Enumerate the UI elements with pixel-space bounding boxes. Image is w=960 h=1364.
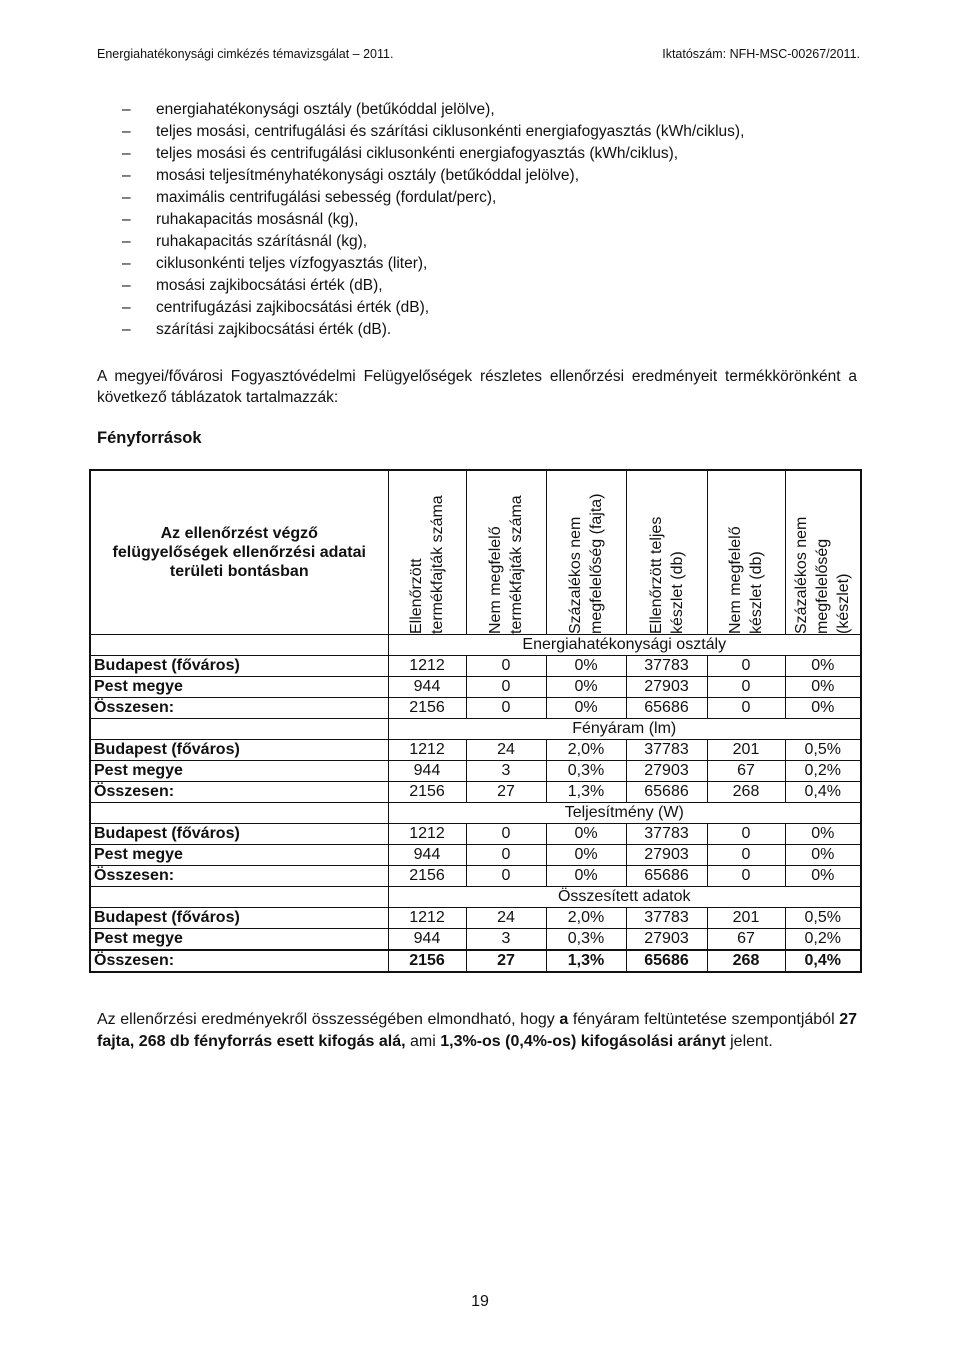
value-cell: 65686 bbox=[626, 950, 707, 972]
section-spacer bbox=[90, 719, 388, 740]
section-spacer bbox=[90, 803, 388, 824]
page-number: 19 bbox=[471, 1293, 489, 1310]
column-header-label: Ellenőrzött teljes készlet (db) bbox=[647, 516, 686, 634]
column-header-label: Nem megfelelő készlet (db) bbox=[727, 526, 765, 634]
table-row bbox=[90, 740, 861, 761]
criteria-list bbox=[122, 99, 858, 341]
list-item bbox=[122, 231, 858, 253]
value-cell: 2156 bbox=[388, 866, 466, 887]
table-body bbox=[90, 635, 861, 973]
value-cell: 201 bbox=[707, 740, 785, 761]
intro-paragraph: A megyei/fővárosi Fogyasztóvédelmi Felügyelőségek részletes ellenőrzési eredményeit termékkörönként a következő táblázatok tartalmazzák: bbox=[97, 368, 857, 406]
section-title: Fényforrások bbox=[97, 429, 202, 447]
section-title-cell: Teljesítmény (W) bbox=[388, 803, 861, 824]
value-cell: 27903 bbox=[626, 929, 707, 951]
list-item-text: ruhakapacitás mosásnál (kg), bbox=[156, 211, 359, 228]
list-item bbox=[122, 209, 858, 231]
results-table-wrapper bbox=[89, 469, 860, 973]
region-cell: Budapest (főváros) bbox=[90, 656, 388, 677]
region-cell: Összesen: bbox=[90, 950, 388, 972]
column-header bbox=[546, 470, 626, 635]
section-header-row bbox=[90, 635, 861, 656]
table-header-row bbox=[90, 470, 861, 635]
region-cell: Budapest (főváros) bbox=[90, 740, 388, 761]
value-cell: 1,3% bbox=[546, 782, 626, 803]
value-cell: 0 bbox=[466, 656, 546, 677]
value-cell: 67 bbox=[707, 929, 785, 951]
value-cell: 2156 bbox=[388, 950, 466, 972]
value-cell: 1212 bbox=[388, 824, 466, 845]
list-item-text: ciklusonkénti teljes vízfogyasztás (liter), bbox=[156, 255, 428, 272]
table-row bbox=[90, 677, 861, 698]
value-cell: 0% bbox=[546, 866, 626, 887]
value-cell: 0% bbox=[546, 824, 626, 845]
list-item-text: mosási zajkibocsátási érték (dB), bbox=[156, 277, 383, 294]
region-cell: Pest megye bbox=[90, 677, 388, 698]
value-cell: 0% bbox=[546, 698, 626, 719]
value-cell: 0% bbox=[546, 656, 626, 677]
list-item bbox=[122, 275, 858, 297]
region-cell: Összesen: bbox=[90, 782, 388, 803]
value-cell: 27903 bbox=[626, 761, 707, 782]
list-item-text: centrifugázási zajkibocsátási érték (dB), bbox=[156, 299, 430, 316]
table-row bbox=[90, 908, 861, 929]
dash-bullet: – bbox=[122, 255, 131, 272]
section-title-cell: Összesített adatok bbox=[388, 887, 861, 908]
value-cell: 944 bbox=[388, 929, 466, 951]
value-cell: 67 bbox=[707, 761, 785, 782]
list-item bbox=[122, 99, 858, 121]
summary-text: fényáram feltüntetése szempontjából bbox=[568, 1011, 840, 1028]
value-cell: 1212 bbox=[388, 908, 466, 929]
value-cell: 0 bbox=[707, 677, 785, 698]
section-spacer bbox=[90, 635, 388, 656]
list-item bbox=[122, 187, 858, 209]
summary-text: Az ellenőrzési eredményekről összességében elmondható, hogy bbox=[97, 1011, 560, 1028]
column-header-label: Nem megfelelő termékfajták száma bbox=[487, 495, 525, 634]
value-cell: 1,3% bbox=[546, 950, 626, 972]
dash-bullet: – bbox=[122, 189, 131, 206]
value-cell: 0% bbox=[785, 824, 861, 845]
section-header-row bbox=[90, 803, 861, 824]
value-cell: 201 bbox=[707, 908, 785, 929]
value-cell: 0,5% bbox=[785, 740, 861, 761]
value-cell: 65686 bbox=[626, 866, 707, 887]
value-cell: 27 bbox=[466, 782, 546, 803]
results-table bbox=[89, 469, 862, 973]
region-cell: Pest megye bbox=[90, 929, 388, 951]
value-cell: 0 bbox=[466, 677, 546, 698]
value-cell: 37783 bbox=[626, 740, 707, 761]
value-cell: 37783 bbox=[626, 908, 707, 929]
list-item bbox=[122, 297, 858, 319]
value-cell: 0 bbox=[466, 845, 546, 866]
column-header-label: Ellenőrzött termékfajták száma bbox=[408, 495, 446, 634]
value-cell: 944 bbox=[388, 761, 466, 782]
column-header bbox=[388, 470, 466, 635]
value-cell: 65686 bbox=[626, 782, 707, 803]
section-title-cell: Energiahatékonysági osztály bbox=[388, 635, 861, 656]
value-cell: 0% bbox=[785, 866, 861, 887]
value-cell: 24 bbox=[466, 740, 546, 761]
table-row bbox=[90, 782, 861, 803]
list-item bbox=[122, 165, 858, 187]
value-cell: 0,5% bbox=[785, 908, 861, 929]
section-spacer bbox=[90, 887, 388, 908]
value-cell: 0% bbox=[785, 656, 861, 677]
value-cell: 0 bbox=[707, 656, 785, 677]
summary-emphasis: 1,3%-os (0,4%-os) kifogásolási arányt bbox=[440, 1033, 726, 1050]
dash-bullet: – bbox=[122, 211, 131, 228]
value-cell: 0 bbox=[707, 698, 785, 719]
dash-bullet: – bbox=[122, 277, 131, 294]
value-cell: 0,4% bbox=[785, 950, 861, 972]
list-item bbox=[122, 253, 858, 275]
value-cell: 2156 bbox=[388, 782, 466, 803]
region-cell: Összesen: bbox=[90, 866, 388, 887]
list-item bbox=[122, 319, 858, 341]
dash-bullet: – bbox=[122, 233, 131, 250]
table-row bbox=[90, 656, 861, 677]
table-row bbox=[90, 761, 861, 782]
value-cell: 0% bbox=[546, 677, 626, 698]
value-cell: 27903 bbox=[626, 677, 707, 698]
column-header-label: Százalékos nem megfelelőség (készlet) bbox=[793, 516, 853, 634]
value-cell: 268 bbox=[707, 782, 785, 803]
region-cell: Összesen: bbox=[90, 698, 388, 719]
summary-emphasis: a bbox=[559, 1011, 569, 1028]
value-cell: 0 bbox=[466, 824, 546, 845]
region-cell: Budapest (főváros) bbox=[90, 824, 388, 845]
list-item-text: teljes mosási, centrifugálási és szárítási ciklusonkénti energiafogyasztás (kWh/ciklus), bbox=[156, 123, 745, 140]
value-cell: 0 bbox=[707, 845, 785, 866]
section-header-row bbox=[90, 887, 861, 908]
table-row bbox=[90, 824, 861, 845]
value-cell: 0 bbox=[707, 866, 785, 887]
table-row bbox=[90, 845, 861, 866]
column-header-label: Százalékos nem megfelelőség (fajta) bbox=[567, 493, 605, 634]
dash-bullet: – bbox=[122, 101, 131, 118]
dash-bullet: – bbox=[122, 145, 131, 162]
list-item bbox=[122, 121, 858, 143]
value-cell: 944 bbox=[388, 845, 466, 866]
table-row bbox=[90, 866, 861, 887]
value-cell: 2156 bbox=[388, 698, 466, 719]
summary-paragraph bbox=[97, 1009, 857, 1053]
value-cell: 27 bbox=[466, 950, 546, 972]
value-cell: 0% bbox=[785, 698, 861, 719]
value-cell: 24 bbox=[466, 908, 546, 929]
list-item-text: energiahatékonysági osztály (betűkóddal jelölve), bbox=[156, 101, 495, 118]
column-header bbox=[626, 470, 707, 635]
value-cell: 0,3% bbox=[546, 761, 626, 782]
header-title: Energiahatékonysági cimkézés témavizsgálat – 2011. bbox=[97, 47, 394, 61]
column-header bbox=[707, 470, 785, 635]
value-cell: 1212 bbox=[388, 656, 466, 677]
table-row bbox=[90, 929, 861, 951]
value-cell: 2,0% bbox=[546, 740, 626, 761]
value-cell: 37783 bbox=[626, 824, 707, 845]
region-cell: Budapest (főváros) bbox=[90, 908, 388, 929]
value-cell: 0 bbox=[466, 866, 546, 887]
value-cell: 65686 bbox=[626, 698, 707, 719]
region-cell: Pest megye bbox=[90, 761, 388, 782]
list-item-text: teljes mosási és centrifugálási ciklusonkénti energiafogyasztás (kWh/ciklus), bbox=[156, 145, 679, 162]
dash-bullet: – bbox=[122, 167, 131, 184]
table-header-region: Az ellenőrzést végző felügyelőségek ellenőrzési adatai területi bontásban bbox=[90, 470, 388, 635]
column-header bbox=[466, 470, 546, 635]
column-header bbox=[785, 470, 861, 635]
value-cell: 0% bbox=[785, 845, 861, 866]
value-cell: 944 bbox=[388, 677, 466, 698]
list-item-text: ruhakapacitás szárításnál (kg), bbox=[156, 233, 368, 250]
value-cell: 2,0% bbox=[546, 908, 626, 929]
value-cell: 0 bbox=[466, 698, 546, 719]
list-item-text: szárítási zajkibocsátási érték (dB). bbox=[156, 321, 392, 338]
dash-bullet: – bbox=[122, 321, 131, 338]
value-cell: 37783 bbox=[626, 656, 707, 677]
summary-text: jelent. bbox=[725, 1033, 773, 1050]
summary-text: ami bbox=[405, 1033, 441, 1050]
value-cell: 3 bbox=[466, 761, 546, 782]
value-cell: 0 bbox=[707, 824, 785, 845]
value-cell: 0,2% bbox=[785, 929, 861, 951]
summary-emphasis: 27 fajta, 268 db fényforrás esett kifogás alá, bbox=[97, 1011, 857, 1050]
value-cell: 3 bbox=[466, 929, 546, 951]
dash-bullet: – bbox=[122, 123, 131, 140]
value-cell: 268 bbox=[707, 950, 785, 972]
value-cell: 27903 bbox=[626, 845, 707, 866]
value-cell: 0,2% bbox=[785, 761, 861, 782]
table-row bbox=[90, 698, 861, 719]
value-cell: 1212 bbox=[388, 740, 466, 761]
header-reference-number: Iktatószám: NFH-MSC-00267/2011. bbox=[662, 47, 860, 61]
list-item-text: mosási teljesítményhatékonysági osztály (betűkóddal jelölve), bbox=[156, 167, 580, 184]
value-cell: 0% bbox=[785, 677, 861, 698]
table-row bbox=[90, 950, 861, 972]
list-item bbox=[122, 143, 858, 165]
list-item-text: maximális centrifugálási sebesség (fordulat/perc), bbox=[156, 189, 497, 206]
value-cell: 0,3% bbox=[546, 929, 626, 951]
region-cell: Pest megye bbox=[90, 845, 388, 866]
section-header-row bbox=[90, 719, 861, 740]
value-cell: 0% bbox=[546, 845, 626, 866]
value-cell: 0,4% bbox=[785, 782, 861, 803]
section-title-cell: Fényáram (lm) bbox=[388, 719, 861, 740]
dash-bullet: – bbox=[122, 299, 131, 316]
